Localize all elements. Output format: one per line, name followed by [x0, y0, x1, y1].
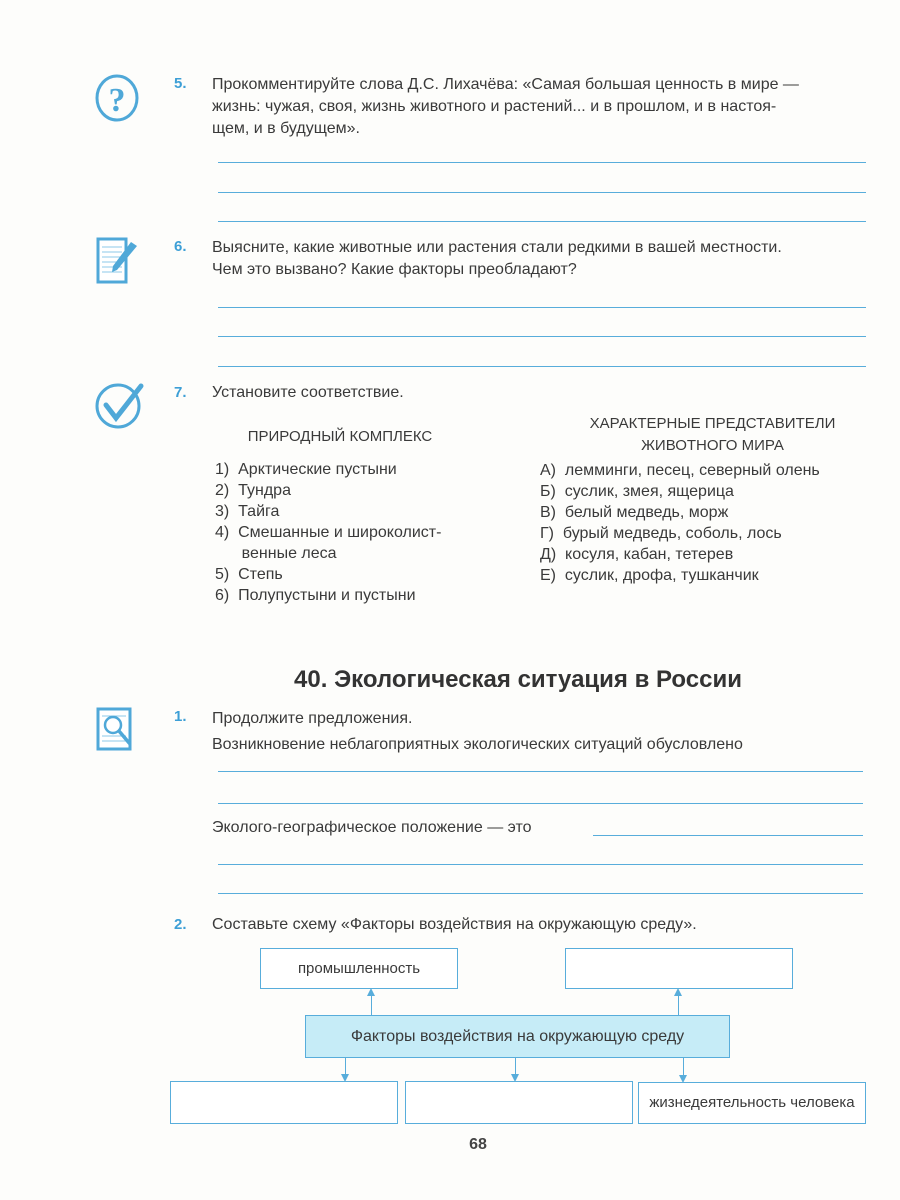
list-item: В) белый медведь, морж [540, 504, 729, 521]
section-title: 40. Экологическая ситуация в России [294, 666, 742, 693]
list-item: 3) Тайга [215, 503, 280, 520]
list-item: А) лемминги, песец, северный олень [540, 462, 820, 479]
page-number: 68 [469, 1136, 487, 1153]
answer-line[interactable] [218, 771, 863, 772]
document-magnifier-icon [95, 706, 141, 752]
scheme-box-bottom-middle[interactable] [405, 1081, 633, 1124]
right-column-header [540, 413, 885, 457]
answer-line[interactable] [218, 893, 863, 894]
text-line: жизнь: чужая, своя, жизнь животного и растений... и в прошлом, и в настоя- [212, 98, 777, 115]
task-number: 6. [174, 238, 187, 255]
answer-line[interactable] [218, 366, 866, 367]
answer-line[interactable] [218, 192, 866, 193]
list-item: 6) Полупустыни и пустыни [215, 587, 416, 604]
task-1-second-prompt: Эколого-географическое положение — это [212, 819, 532, 836]
task-prompt: Установите соответствие. [212, 384, 404, 401]
scheme-center-box: Факторы воздействия на окружающую среду [305, 1015, 730, 1058]
task-number: 1. [174, 708, 187, 725]
text-line: Возникновение неблагоприятных экологических ситуаций обусловлено [212, 736, 743, 753]
arrow-up-icon [678, 990, 679, 1015]
list-item: Д) косуля, кабан, тетерев [540, 546, 734, 563]
scheme-box-bottom-left[interactable] [170, 1081, 398, 1124]
natural-complex-list [215, 459, 441, 606]
text-line: Чем это вызвано? Какие факторы преобладают? [212, 261, 577, 278]
task-number: 7. [174, 384, 187, 401]
task-6-text [212, 237, 782, 281]
answer-line[interactable] [218, 336, 866, 337]
question-icon [94, 73, 140, 123]
answer-line[interactable] [593, 835, 863, 836]
answer-line[interactable] [218, 803, 863, 804]
scheme-box-bottom-right[interactable]: жизнедеятельность человека [638, 1082, 866, 1124]
list-item: 1) Арктические пустыни [215, 461, 397, 478]
answer-line[interactable] [218, 307, 866, 308]
list-item: Е) суслик, дрофа, тушканчик [540, 567, 759, 584]
list-item: Б) суслик, змея, ящерица [540, 483, 734, 500]
text-line: Продолжите предложения. [212, 710, 413, 727]
list-item: Г) бурый медведь, соболь, лось [540, 525, 782, 542]
list-item: 5) Степь [215, 566, 283, 583]
arrow-down-icon [345, 1058, 346, 1080]
scheme-box-top-right[interactable] [565, 948, 793, 989]
text-line: Выясните, какие животные или растения стали редкими в вашей местности. [212, 239, 782, 256]
checkmark-icon [94, 380, 146, 430]
left-column-header: ПРИРОДНЫЙ КОМПЛЕКС [247, 428, 433, 445]
task-number: 5. [174, 75, 187, 92]
header-line: ХАРАКТЕРНЫЕ ПРЕДСТАВИТЕЛИ [589, 415, 836, 432]
task-5-text [212, 74, 799, 140]
answer-line[interactable] [218, 864, 863, 865]
text-line: щем, и в будущем». [212, 120, 360, 137]
arrow-down-icon [515, 1058, 516, 1080]
animal-list [540, 460, 820, 586]
scheme-box-top-left[interactable]: промышленность [260, 948, 458, 989]
notepad-pencil-icon [95, 236, 141, 286]
header-line: ЖИВОТНОГО МИРА [641, 437, 784, 454]
task-prompt: Составьте схему «Факторы воздействия на окружающую среду». [212, 916, 697, 933]
answer-line[interactable] [218, 221, 866, 222]
task-1-text [212, 706, 743, 758]
answer-line[interactable] [218, 162, 866, 163]
list-item: 4) Смешанные и широколист- [215, 524, 442, 541]
task-number: 2. [174, 916, 187, 933]
svg-text:?: ? [108, 82, 126, 119]
arrow-up-icon [371, 990, 372, 1015]
arrow-down-icon [683, 1058, 684, 1081]
text-line: Прокомментируйте слова Д.С. Лихачёва: «Самая большая ценность в мире — [212, 76, 799, 93]
list-item: венные леса [215, 545, 337, 562]
list-item: 2) Тундра [215, 482, 291, 499]
